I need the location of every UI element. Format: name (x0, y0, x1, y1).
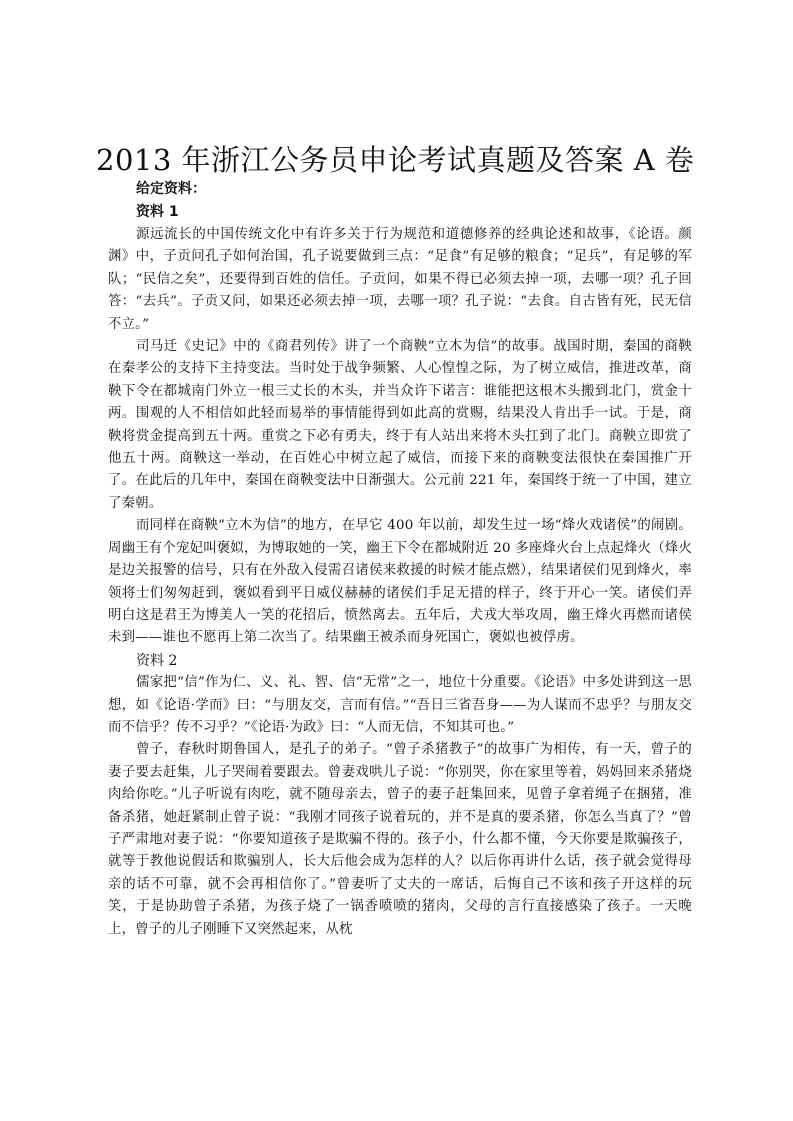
material-2-paragraph: 儒家把“信”作为仁、义、礼、智、信“无常”之一，地位十分重要。《论语》中多处讲到这一思想，如《论语·学而》曰：“与朋友交，言而有信。”“吾日三省吾身——为人谋而不忠乎？与朋友交而不信乎？传不习乎？”《论语·为政》曰：“人而无信，不知其可也。” (108, 675, 692, 735)
material-2-label: 资料 2 (136, 652, 178, 669)
material-1-paragraph: 司马迁《史记》中的《商君列传》讲了一个商鞅“立木为信”的故事。战国时期，秦国的商鞅在秦孝公的支持下主持变法。当时处于战争频繁、人心惶惶之际，为了树立威信，推进改革，商鞅下令在都城南门外立一根三丈长的木头，并当众许下诺言：谁能把这根木头搬到北门，赏金十两。围观的人不相信如此轻而易举的事情能得到如此高的赏赐，结果没人肯出手一试。于是，商鞅将赏金提高到五十两。重赏之下必有勇夫，终于有人站出来将木头扛到了北门。商鞅立即赏了他五十两。商鞅这一举动，在百姓心中树立起了威信，而接下来的商鞅变法很快在秦国推广开了。在此后的几年中，秦国在商鞅变法中日渐强大。公元前 221 年，秦国终于统一了中国，建立了秦朝。 (108, 339, 692, 511)
document-body (108, 178, 692, 941)
material-1-label: 资料 1 (136, 204, 179, 220)
material-1-paragraph: 源远流长的中国传统文化中有许多关于行为规范和道德修养的经典论述和故事，《论语。颜渊》中，子贡问孔子如何治国，孔子说要做到三点：“足食”有足够的粮食；“足兵”，有足够的军队；“民信之矣”，还要得到百姓的信任。子贡问，如果不得已必须去掉一项，去哪一项？孔子回答：“去兵”。子贡又问，如果还必须去掉一项，去哪一项？孔子说：“去食。自古皆有死，民无信不立。” (108, 227, 692, 332)
material-2-paragraph: 曾子，春秋时期鲁国人，是孔子的弟子。“曾子杀猪教子”的故事广为相传，有一天，曾子的妻子要去赶集，儿子哭闹着要跟去。曾妻戏哄儿子说：“你别哭，你在家里等着，妈妈回来杀猪烧肉给你吃。”儿子听说有肉吃，就不随母亲去，曾子的妻子赶集回来，见曾子拿着绳子在捆猪，准备杀猪，她赶紧制止曾子说：“我刚才同孩子说着玩的，并不是真的要杀猪，你怎么当真了？”曾子严肃地对妻子说：“你要知道孩子是欺骗不得的。孩子小，什么都不懂，今天你要是欺骗孩子，就等于教他说假话和欺骗别人，长大后他会成为怎样的人？以后你再讲什么话，孩子就会觉得母亲的话不可靠，就不会再相信你了。”曾妻听了丈夫的一席话，后悔自己不该和孩子开这样的玩笑，于是协助曾子杀猪，为孩子烧了一锅香喷喷的猪肉，父母的言行直接感染了孩子。一天晚上，曾子的儿子刚睡下又突然起来，从枕 (108, 742, 692, 937)
given-materials-label: 给定资料： (136, 181, 206, 197)
document-title: 2013 年浙江公务员申论考试真题及答案 A 卷 (96, 143, 695, 177)
material-1-paragraph: 而同样在商鞅“立木为信”的地方，在早它 400 年以前，却发生过一场“烽火戏诸侯”的闹剧。周幽王有个宠妃叫褒姒，为博取她的一笑，幽王下令在都城附近 20 多座烽火台上点起烽火（烽火是边关报警的信号，只有在外敌入侵需召诸侯来救援的时候才能点燃），结果诸侯们见到烽火，率领将士们匆匆赶到，褒姒看到平日威仪赫赫的诸侯们手足无措的样子，终于开心一笑。诸侯们弄明白这是君王为博美人一笑的花招后，愤然离去。五年后，犬戎大举攻周，幽王烽火再燃而诸侯未到——谁也不愿再上第二次当了。结果幽王被杀而身死国亡，褒姒也被俘虏。 (108, 518, 692, 646)
